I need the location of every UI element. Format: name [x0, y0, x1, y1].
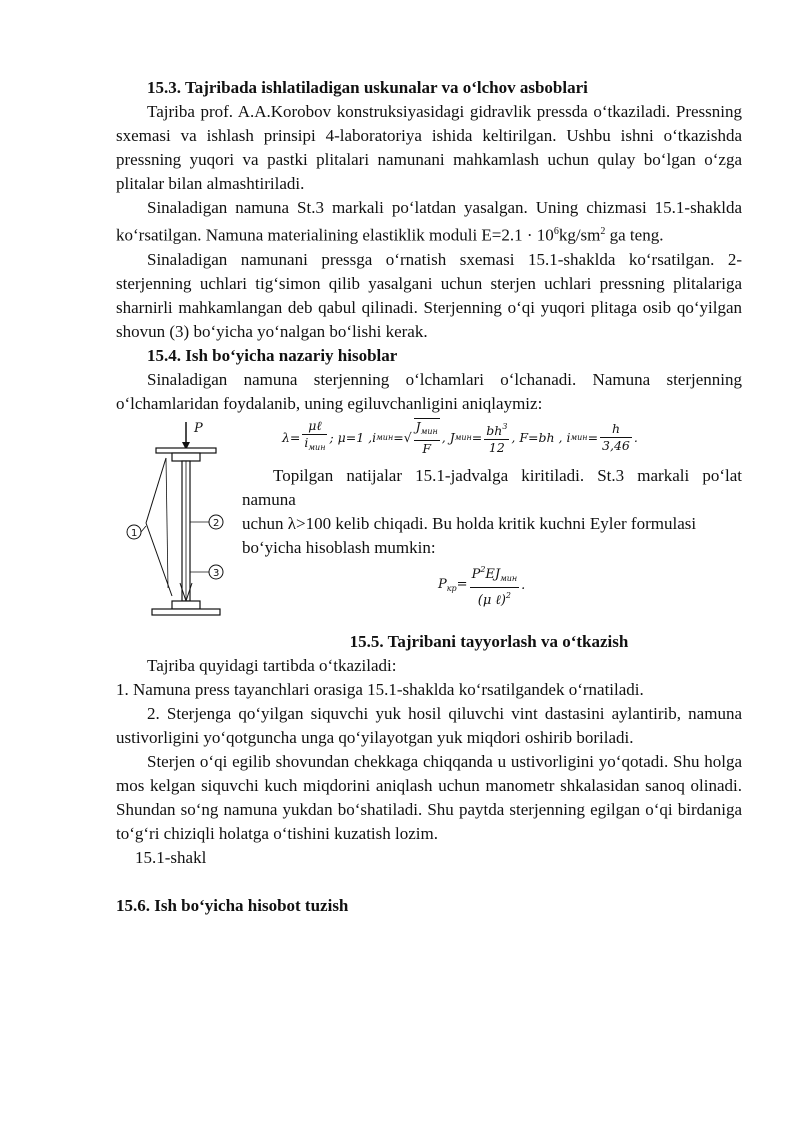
section-15-4-heading: 15.4. Ish bo‘yicha nazariy hisoblar — [147, 345, 398, 365]
paragraph: Sterjen o‘qi egilib shovundan chekkaga chiqqanda u ustivorligini yo‘qotadi. Shu holga mos kelgan siquvchi kuch miqdorini aniqlash uchun manometr shkalasidan sanoq olinadi. Shundan so‘ng namuna yukdan bo‘shatiladi. Shu paytda sterjenning egilgan o‘qi birdaniga to‘g‘ri chiziqli holatga o‘tishini kuzatish lozim. — [116, 751, 742, 843]
figure-label-3: 3 — [213, 567, 220, 579]
figure-label-p: P — [194, 420, 203, 436]
section-15-3-heading: 15.3. Tajribada ishlatiladigan uskunalar va o‘lchov asboblari — [147, 78, 588, 97]
paragraph: Tajriba quyidagi tartibda o‘tkaziladi: — [147, 655, 397, 675]
figure-caption: 15.1-shakl — [135, 847, 207, 867]
list-item: 1. Namuna press tayanchlari orasiga 15.1-shaklda ko‘rsatilgandek o‘rnatiladi. — [116, 679, 644, 699]
formula-column — [242, 418, 742, 612]
figure-15-1 — [116, 418, 236, 630]
figure-label-2: 2 — [213, 517, 220, 529]
document-page — [116, 76, 742, 918]
paragraph: Sinaladigan namuna sterjenning o‘lchamlari o‘lchanadi. Namuna sterjenning o‘lchamlaridan foydalanib, uning egiluvchanligini aniqlaymiz: — [116, 369, 742, 413]
figure-label-1: 1 — [131, 527, 138, 539]
paragraph: Sinaladigan namunani pressga o‘rnatish sxemasi 15.1-shaklda ko‘rsatilgan. 2-sterjenning uchlari tig‘simon qilib yasalgani uchun sterjen uchlari pressning plitalariga sharnirli mahkamlangan deb qabul qilinadi. Sterjenning o‘qi yuqori plitaga osib qo‘yilgan shovun (3) bo‘yicha yo‘nalgan bo‘lishi kerak. — [116, 249, 742, 341]
slenderness-formula: λ= $\frac{\text{μℓ}}{i_{мин}}$ ; μ=1 ,iмин=√ $\frac{J_{мин}}{F}$ , Jмин= $\frac{bh^3}{12}$ , F=bh , iмин= $\frac{h}{3,46}$ . — [282, 418, 638, 456]
euler-formula: $P_{кр}=$ $\frac{P^2EJ_{мин}}{(\mu \ell)^2}$ . — [242, 562, 742, 612]
paragraph: uchun λ>100 kelib chiqadi. Bu holda kritik kuchni Eyler formulasi bo‘yicha hisoblash mumkin: — [242, 513, 697, 557]
section-15-6-heading: 15.6. Ish bo‘yicha hisobot tuzish — [116, 895, 349, 915]
figure-and-formulas — [116, 418, 742, 630]
list-item: 2. Sterjenga qo‘yilgan siquvchi yuk hosil qiluvchi vint dastasini aylantirib, namuna ustivorligini yo‘qotguncha unga qo‘yilayotgan yuk miqdori oshirib boriladi. — [116, 703, 742, 747]
paragraph: Topilgan natijalar 15.1-jadvalga kiritiladi. St.3 markali po‘lat namuna — [242, 465, 742, 509]
paragraph: Sinaladigan namuna St.3 markali po‘latdan yasalgan. Uning chizmasi 15.1-shaklda ko‘rsatilgan. Namuna materialining elastiklik moduli $E=2.1 \cdot 10^6kg/sm^2$ ga teng. — [116, 198, 742, 245]
paragraph: Tajriba prof. A.A.Korobov konstruksiyasidagi gidravlik pressda o‘tkaziladi. Pressning sxemasi va ishlash prinsipi 4-laboratoriya ishida keltirilgan. Ushbu ishni o‘tkazishda pressning yuqori va pastki plitalari namunani mahkamlash uchun qulay bo‘lgan o‘zga plitalar bilan almashtiriladi. — [116, 102, 742, 193]
section-15-5-heading: 15.5. Tajribani tayyorlash va o‘tkazish — [349, 631, 629, 651]
